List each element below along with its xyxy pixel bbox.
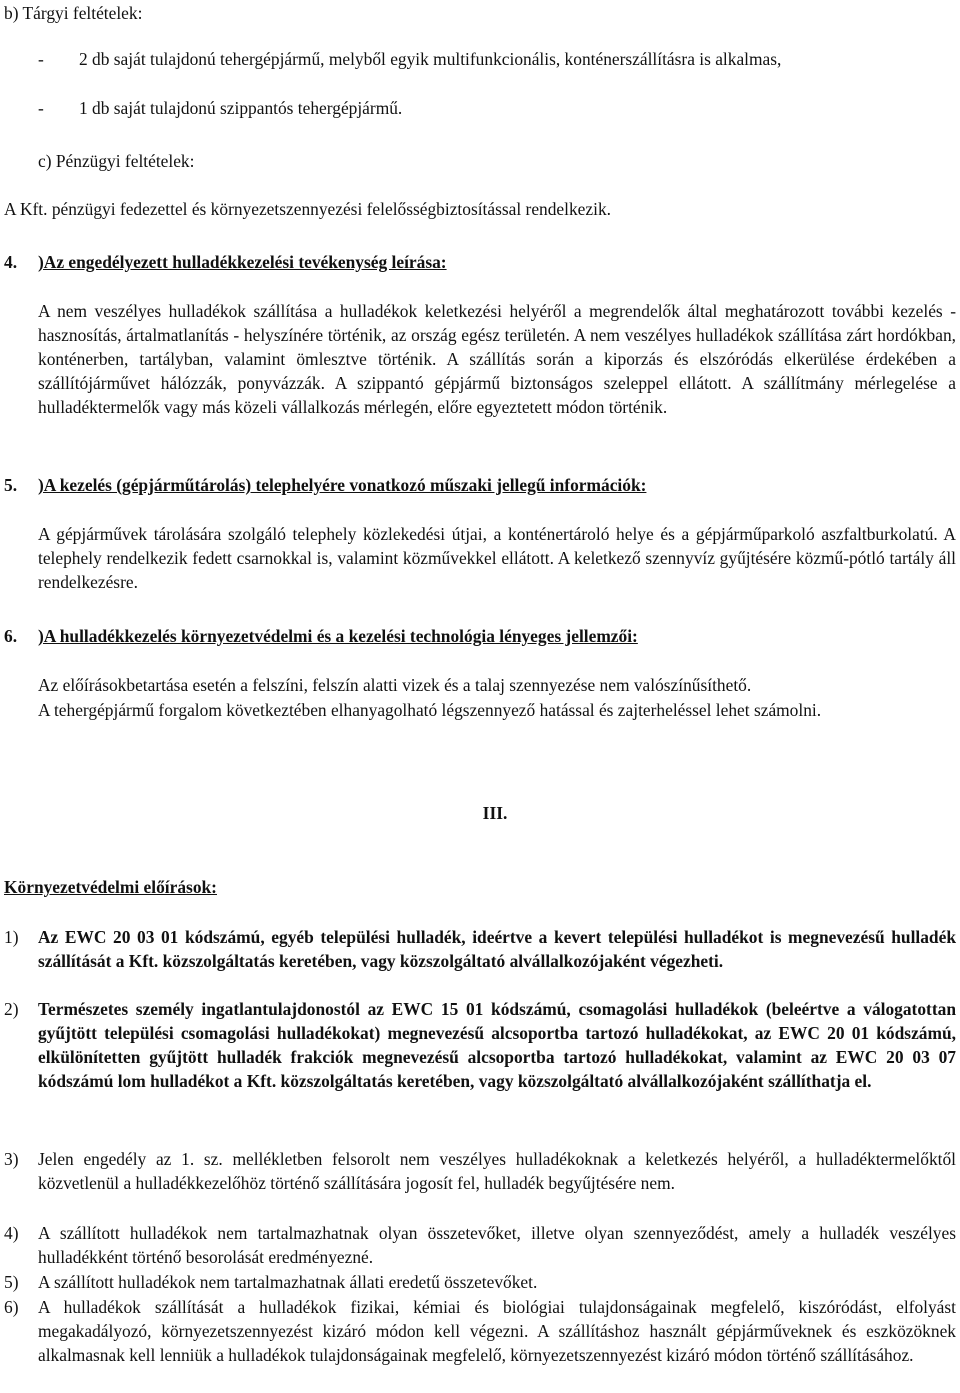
rule-text: Természetes személy ingatlantulajdonostól az EWC 15 01 kódszámú, csomagolási hulladékok (beleértve a válogatottan gyűjtött települési csomagolási hulladékokat) megnevezésű alcsoportba tartozó hulladékokat, az EWC 20 01 kódszámú, elkülönítetten gyűjtött hulladék frakciók megnevezésű alcsoportba tartozó hulladékokat, valamint az EWC 20 03 07 kódszámú lom hulladékot a Kft. közszolgáltatás keretében, vagy közszolgáltató alvállalkozójaként szállíthatja el. — [38, 999, 956, 1091]
dash-marker: - — [38, 49, 44, 69]
list-item — [38, 96, 956, 120]
section-title: )A hulladékkezelés környezetvédelmi és a kezelési technológia lényeges jellemzői: — [38, 626, 638, 646]
rule-text: A szállított hulladékok nem tartalmazhatnak olyan összetevőket, illetve olyan szennyeződést, amely a hulladék veszélyes hulladékként történő besorolását eredményezné. — [38, 1223, 956, 1267]
chapter-heading: Környezetvédelmi előírások: — [4, 877, 217, 897]
section-c-title: c) Pénzügyi feltételek: — [38, 151, 195, 171]
rule-item — [4, 1221, 956, 1269]
rule-marker: 1) — [4, 927, 19, 947]
rule-item — [4, 1295, 956, 1367]
rule-item — [4, 925, 956, 973]
rule-text: A szállított hulladékok nem tartalmazhatnak állati eredetű összetevőket. — [38, 1272, 538, 1292]
rule-item — [4, 1147, 956, 1195]
section-6-heading — [4, 624, 956, 648]
list-item — [38, 47, 956, 71]
rule-item — [4, 997, 956, 1093]
section-4-paragraph: A nem veszélyes hulladékok szállítása a hulladékok keletkezési helyéről a megrendelők által meghatározott további kezelés - hasznosítás, ártalmatlanítás - helyszínére történik, az ország egész területén. A nem veszélyes hulladékok szállítása zárt hordókban, konténerben, tartályban, valamint ömlesztve történik. A szállítás során a kiporzás és elszóródás elkerülése érdekében a szállítójárművet hálózzák, ponyvázzák. A szippantó gépjármű biztonságos szeleppel ellátott. A szállítmány mérlegelése a hulladéktermelők vagy más közeli vállalkozás mérlegén, előre egyeztetett módon történik. — [38, 301, 956, 417]
section-6-paragraph-2: A tehergépjármű forgalom következtében elhanyagolható légszennyező hatással és zajterheléssel lehet számolni. — [38, 700, 822, 720]
section-title: )Az engedélyezett hulladékkezelési tevékenység leírása: — [38, 252, 447, 272]
rule-text: A hulladékok szállítását a hulladékok fizikai, kémiai és biológiai tulajdonságainak megfelelő, kiszóródást, elfolyást megakadályozó, környezetszennyezést kizáró módon kell végezni. A szállításhoz használt gépjárműveknek és eszközöknek alkalmasnak kell lenniük a hulladékok tulajdonságainak megfelelő, környezetszennyezést kizáró módon történő szállításához. — [38, 1297, 956, 1365]
rule-marker: 3) — [4, 1149, 19, 1169]
section-5-paragraph: A gépjárművek tárolására szolgáló telephely közlekedési útjai, a konténertároló helye és a gépjárműparkoló aszfaltburkolatú. A telephely rendelkezik fedett csarnokkal is, valamint közművekkel ellátott. A keletkező szennyvíz gyűjtésére közmű-pótló tartály áll rendelkezésre. — [38, 524, 956, 592]
section-5-heading — [4, 473, 956, 497]
rule-marker: 5) — [4, 1272, 19, 1292]
section-c-text: A Kft. pénzügyi fedezettel és környezetszennyezési felelősségbiztosítással rendelkezik. — [4, 199, 611, 219]
rule-marker: 4) — [4, 1223, 19, 1243]
rule-text: Az EWC 20 03 01 kódszámú, egyéb települési hulladék, ideértve a kevert települési hulladékot is megnevezésű hulladék szállítását a Kft. közszolgáltatás keretében, vagy közszolgáltató alvállalkozójaként végezheti. — [38, 927, 956, 971]
list-item-text: 1 db saját tulajdonú szippantós tehergépjármű. — [79, 98, 403, 118]
rule-item — [4, 1270, 956, 1294]
section-title: )A kezelés (gépjárműtárolás) telephelyére vonatkozó műszaki jellegű információk: — [38, 475, 647, 495]
section-6-paragraph-1: Az előírásokbetartása esetén a felszíni, felszín alatti vizek és a talaj szennyezése nem valószínűsíthető. — [38, 675, 752, 695]
section-number: 6. — [4, 626, 18, 646]
rule-marker: 2) — [4, 999, 19, 1019]
section-4-heading — [4, 250, 956, 274]
rule-text: Jelen engedély az 1. sz. mellékletben felsorolt nem veszélyes hulladékoknak a keletkezés helyéről, a hulladéktermelőktől közvetlenül a hulladékkezelőhöz történő szállítására jogosít fel, hulladék begyűjtésére nem. — [38, 1149, 956, 1193]
list-item-text: 2 db saját tulajdonú tehergépjármű, melyből egyik multifunkcionális, konténerszállításra is alkalmas, — [79, 49, 782, 69]
dash-marker: - — [38, 98, 44, 118]
section-number: 4. — [4, 252, 18, 272]
section-number: 5. — [4, 475, 18, 495]
rule-marker: 6) — [4, 1297, 19, 1317]
section-b-title: b) Tárgyi feltételek: — [4, 3, 143, 23]
chapter-roman-numeral: III. — [482, 803, 508, 823]
